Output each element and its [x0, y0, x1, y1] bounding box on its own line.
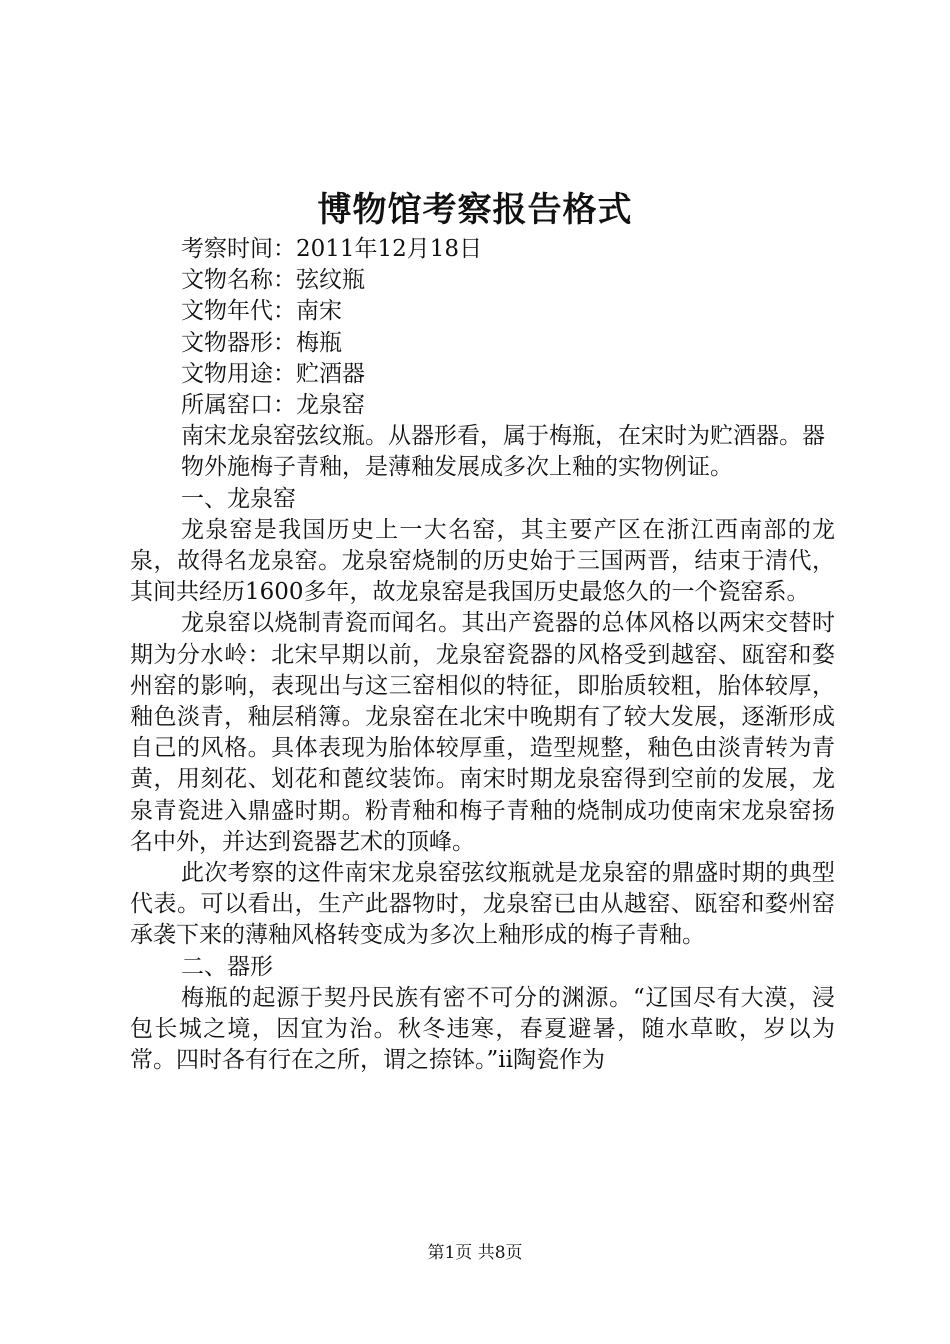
paragraph: 此次考察的这件南宋龙泉窑弦纹瓶就是龙泉窑的鼎盛时期的典型代表。可以看出，生产此器物时，龙泉窑已由从越窑、瓯窑和婺州窑承袭下来的薄釉风格转变成为多次上釉形成的梅子青釉。 [130, 860, 835, 949]
inspection-date: 考察时间：2011年12月18日 [181, 236, 483, 262]
document-body [130, 234, 835, 1076]
artifact-name: 文物名称：弦纹瓶 [181, 267, 365, 294]
artifact-use: 文物用途：贮酒器 [181, 360, 365, 387]
artifact-summary: 南宋龙泉窑弦纹瓶。从器形看，属于梅瓶，在宋时为贮酒器。器物外施梅子青釉，是薄釉发展成多次上釉的实物例证。 [181, 423, 825, 481]
paragraph: 龙泉窑是我国历史上一大名窑，其主要产区在浙江西南部的龙泉，故得名龙泉窑。龙泉窑烧制的历史始于三国两晋，结束于清代，其间共经历1600多年，故龙泉窑是我国历史最悠久的一个瓷窑系。 [130, 516, 835, 606]
section-heading-vessel-shape: 二、器形 [181, 953, 273, 980]
page-footer: 第1页 共8页 [427, 1243, 523, 1263]
paragraph: 梅瓶的起源于契丹民族有密不可分的渊源。“辽国尽有大漠，浸包长城之境，因宜为治。秋冬违寒，春夏避暑，随水草畋，岁以为常。四时各有行在之所，谓之捺钵。”ii陶瓷作为 [130, 984, 835, 1074]
kiln-origin: 所属窑口：龙泉窑 [181, 392, 365, 419]
paragraph: 龙泉窑以烧制青瓷而闻名。其出产瓷器的总体风格以两宋交替时期为分水岭：北宋早期以前，龙泉窑瓷器的风格受到越窑、瓯窑和婺州窑的影响，表现出与这三窑相似的特征，即胎质较粗，胎体较厚，釉色淡青，釉层稍簿。龙泉窑在北宋中晚期有了较大发展，逐渐形成自己的风格。具体表现为胎体较厚重，造型规整，釉色由淡青转为青黄，用刻花、划花和蓖纹装饰。南宋时期龙泉窑得到空前的发展，龙泉青瓷进入鼎盛时期。粉青釉和梅子青釉的烧制成功使南宋龙泉窑扬名中外，并达到瓷器艺术的顶峰。 [130, 610, 835, 855]
section-heading-longquan-kiln: 一、龙泉窑 [181, 485, 296, 512]
document-title: 博物馆考察报告格式 [317, 190, 633, 230]
artifact-era: 文物年代：南宋 [181, 298, 342, 325]
artifact-shape: 文物器形：梅瓶 [181, 329, 342, 356]
